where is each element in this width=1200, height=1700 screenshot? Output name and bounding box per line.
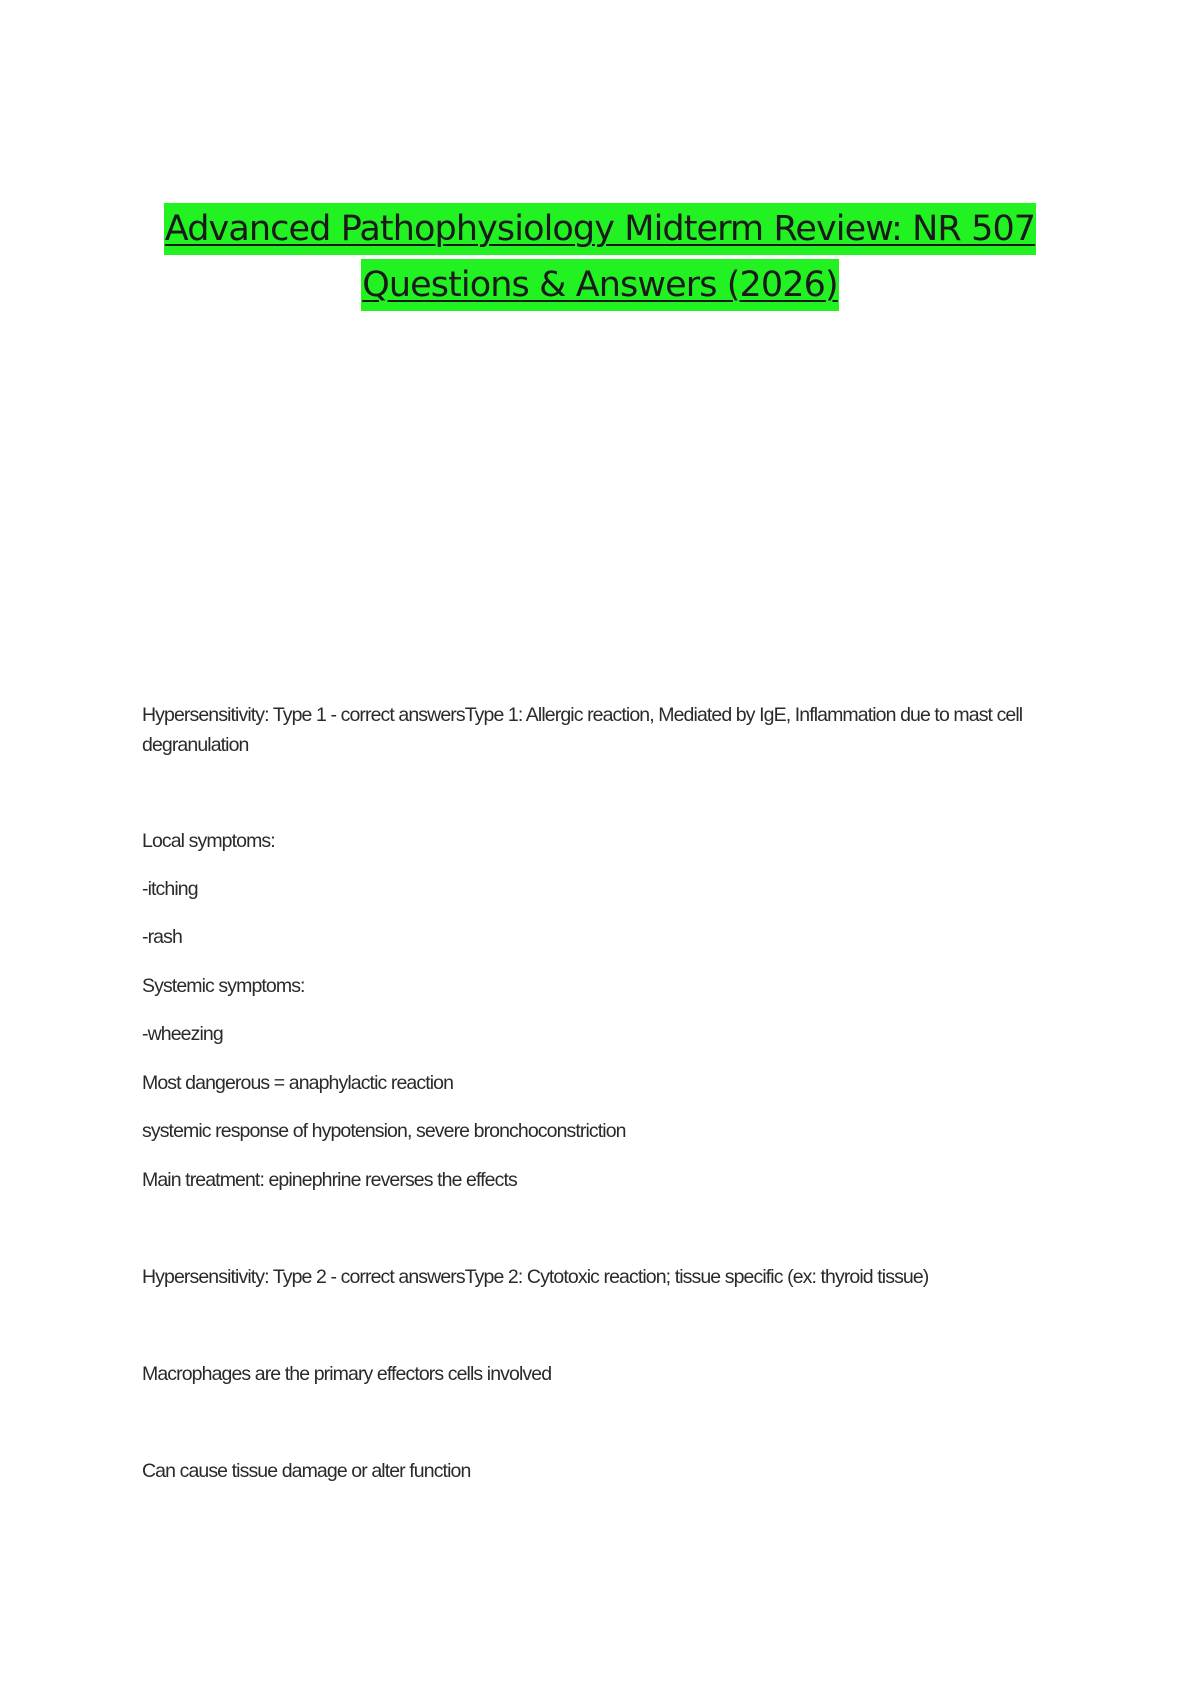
paragraph-macrophages: Macrophages are the primary effectors cells involved xyxy=(142,1363,552,1385)
paragraph-local-symptoms: Local symptoms: xyxy=(142,830,275,852)
paragraph-rash: -rash xyxy=(142,926,182,948)
paragraph-type1-question: Hypersensitivity: Type 1 - correct answersType 1: Allergic reaction, Mediated by IgE, Inflammation due to mast cell degranulation xyxy=(142,704,1023,756)
title-line-2: Questions & Answers (2026) xyxy=(361,259,839,311)
paragraph-tissue-damage: Can cause tissue damage or alter function xyxy=(142,1460,471,1482)
paragraph-itching: -itching xyxy=(142,878,198,900)
paragraph-systemic-response: systemic response of hypotension, severe bronchoconstriction xyxy=(142,1120,626,1142)
paragraph-type2-question: Hypersensitivity: Type 2 - correct answersType 2: Cytotoxic reaction; tissue specific (ex: thyroid tissue) xyxy=(142,1266,929,1288)
paragraph-systemic-symptoms: Systemic symptoms: xyxy=(142,975,305,997)
paragraph-most-dangerous: Most dangerous = anaphylactic reaction xyxy=(142,1072,454,1094)
document-title xyxy=(100,203,1100,315)
paragraph-main-treatment: Main treatment: epinephrine reverses the effects xyxy=(142,1169,517,1191)
paragraph-wheezing: -wheezing xyxy=(142,1023,223,1045)
title-line-1: Advanced Pathophysiology Midterm Review: NR 507 xyxy=(164,203,1036,255)
